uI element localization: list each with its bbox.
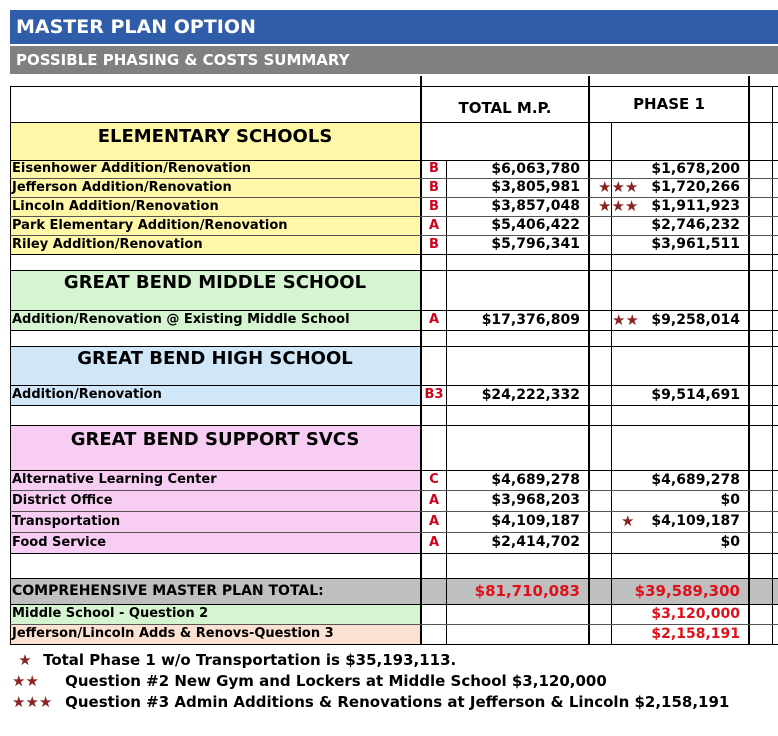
- row-code: A: [428, 218, 440, 233]
- row-phase1: $1,678,200: [651, 161, 740, 177]
- row-label: Eisenhower Addition/Renovation: [12, 161, 251, 176]
- section-middle: GREAT BEND MIDDLE SCHOOL: [63, 272, 367, 293]
- row-phase1: $4,689,278: [651, 472, 740, 488]
- total-label: COMPREHENSIVE MASTER PLAN TOTAL:: [12, 583, 324, 599]
- grid-hline: [10, 86, 778, 87]
- section-support: GREAT BEND SUPPORT SVCS: [70, 429, 360, 450]
- row-label: Addition/Renovation @ Existing Middle School: [12, 312, 350, 327]
- row-code: A: [428, 312, 440, 327]
- row-total: $4,689,278: [491, 472, 580, 488]
- footnote-text: Question #3 Admin Additions & Renovations at Jefferson & Lincoln $2,158,191: [65, 693, 730, 711]
- grid-vline-6: [748, 76, 750, 644]
- page-subtitle: POSSIBLE PHASING & COSTS SUMMARY: [10, 46, 778, 74]
- footnote-2: [12, 671, 772, 691]
- section-elementary: ELEMENTARY SCHOOLS: [97, 126, 333, 147]
- row-total: $3,857,048: [491, 198, 580, 214]
- row-total: $4,109,187: [491, 513, 580, 529]
- grid-hline: [10, 254, 778, 255]
- star-icon: ★★: [12, 672, 39, 690]
- row-total: $3,968,203: [491, 492, 580, 508]
- grid-hline: [10, 553, 778, 554]
- row-label: Addition/Renovation: [12, 387, 162, 402]
- section-high: GREAT BEND HIGH SCHOOL: [77, 348, 353, 369]
- total-phase1-value: $39,589,300: [634, 582, 740, 600]
- row-label: Riley Addition/Renovation: [12, 237, 203, 252]
- row-phase1: $9,258,014: [651, 312, 740, 328]
- row-total: $5,406,422: [491, 217, 580, 233]
- footnote-text: Question #2 New Gym and Lockers at Middle School $3,120,000: [65, 672, 607, 690]
- grid-vline-4: [588, 76, 590, 644]
- grid-hline: [10, 644, 778, 645]
- row-stars: ★★★: [598, 178, 639, 196]
- row-stars: ★: [621, 512, 635, 530]
- row-code: A: [428, 514, 440, 529]
- column-header-total: TOTAL M.P.: [458, 99, 552, 117]
- row-code: A: [428, 493, 440, 508]
- total-value: $81,710,083: [474, 582, 580, 600]
- row-code: B: [429, 199, 439, 214]
- row-code: B: [429, 180, 439, 195]
- row-phase1: $4,109,187: [651, 513, 740, 529]
- question2-label: Middle School - Question 2: [12, 606, 209, 621]
- row-code: A: [428, 535, 440, 550]
- row-stars: ★★: [612, 311, 639, 329]
- row-phase1: $0: [720, 492, 740, 508]
- question3-value: $2,158,191: [651, 626, 740, 642]
- row-phase1: $9,514,691: [651, 387, 740, 403]
- row-phase1: $0: [720, 534, 740, 550]
- row-phase1: $1,720,266: [651, 179, 740, 195]
- row-label: Transportation: [12, 514, 121, 529]
- footnote-3: [12, 692, 772, 712]
- question2-value: $3,120,000: [651, 606, 740, 622]
- question3-label: Jefferson/Lincoln Adds & Renovs-Question 3: [12, 626, 334, 641]
- row-label: District Office: [12, 493, 113, 508]
- row-phase1: $1,911,923: [651, 198, 740, 214]
- row-total: $2,414,702: [491, 534, 580, 550]
- page-title: MASTER PLAN OPTION: [10, 10, 778, 44]
- row-total: $17,376,809: [481, 312, 580, 328]
- row-code: C: [429, 472, 439, 487]
- footnote-text: Total Phase 1 w/o Transportation is $35,193,113.: [43, 651, 457, 669]
- star-icon: ★★★: [12, 693, 53, 711]
- row-code: B: [429, 161, 439, 176]
- row-phase1: $2,746,232: [651, 217, 740, 233]
- row-total: $3,805,981: [491, 179, 580, 195]
- row-code: B: [429, 237, 439, 252]
- grid-vline-7: [772, 86, 773, 644]
- row-label: Food Service: [12, 535, 107, 550]
- row-label: Jefferson Addition/Renovation: [12, 180, 232, 195]
- row-label: Alternative Learning Center: [12, 472, 217, 487]
- row-phase1: $3,961,511: [651, 236, 740, 252]
- footnote-1: [12, 650, 772, 670]
- row-total: $24,222,332: [481, 387, 580, 403]
- grid-hline: [10, 330, 778, 331]
- star-icon: ★: [18, 651, 32, 669]
- row-label: Park Elementary Addition/Renovation: [12, 218, 288, 233]
- column-header-phase1: PHASE 1: [633, 95, 705, 113]
- row-stars: ★★★: [598, 197, 639, 215]
- row-total: $5,796,341: [491, 236, 580, 252]
- row-code: B3: [424, 387, 444, 402]
- row-total: $6,063,780: [491, 161, 580, 177]
- grid-hline: [10, 405, 778, 406]
- row-label: Lincoln Addition/Renovation: [12, 199, 219, 214]
